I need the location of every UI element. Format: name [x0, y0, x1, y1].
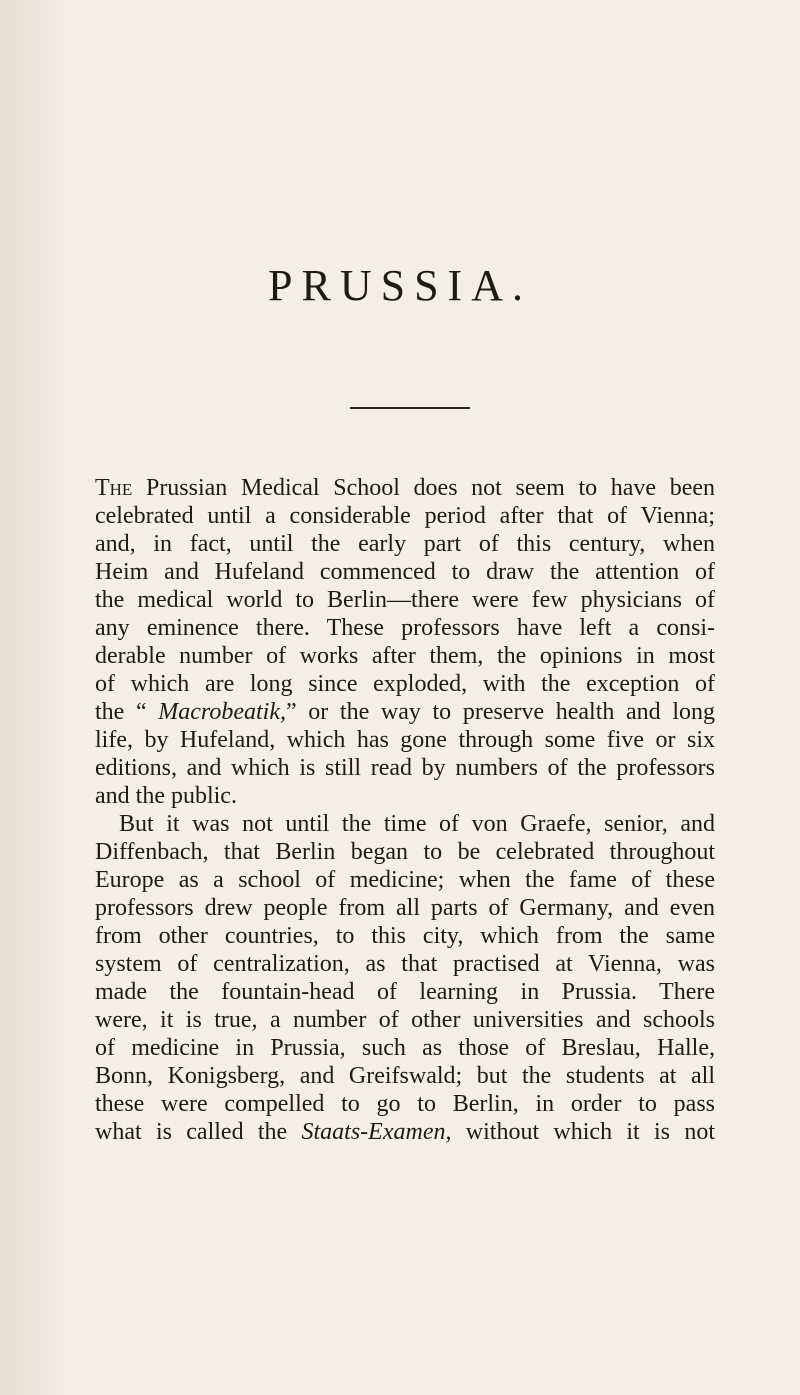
page-title: PRUSSIA. [268, 261, 532, 310]
body-text [95, 474, 715, 1146]
term: Staats-Examen, [301, 1119, 452, 1145]
text-line: any eminence there. These professors have left a consi- [95, 615, 715, 641]
text-span: Prussian Medical School does not seem to have been [132, 475, 715, 501]
text-line: the medical world to Berlin—there were few physicians of [95, 587, 715, 613]
text-line: But it was not until the time of von Graefe, senior, and [119, 811, 715, 837]
text-line: system of centralization, as that practised at Vienna, was [95, 951, 715, 977]
text-span: without which it is not [451, 1119, 715, 1145]
text-line: professors drew people from all parts of Germany, and even [95, 895, 715, 921]
paragraph-1 [95, 474, 715, 810]
page-edge-shadow [0, 0, 70, 1395]
title-rule [350, 407, 470, 409]
opening-word: The [95, 475, 133, 501]
book-title: Macrobeatik, [158, 699, 286, 725]
text-line: life, by Hufeland, which has gone through some five or six [95, 727, 715, 753]
text-span: what is called the [95, 1119, 302, 1145]
text-line: derable number of works after them, the opinions in most [95, 643, 715, 669]
text-line: Heim and Hufeland commenced to draw the attention of [95, 559, 715, 585]
text-line: Bonn, Konigsberg, and Greifswald; but the students at all [95, 1063, 715, 1089]
text-line: celebrated until a considerable period after that of Vienna; [95, 503, 715, 529]
text-line: and, in fact, until the early part of this century, when [95, 531, 715, 557]
text-line: were, it is true, a number of other universities and schools [95, 1007, 715, 1033]
text-line: editions, and which is still read by numbers of the professors [95, 755, 715, 781]
text-line: and the public. [95, 783, 237, 809]
text-line [95, 474, 715, 502]
text-line: these were compelled to go to Berlin, in order to pass [95, 1091, 715, 1117]
text-span: the “ [95, 699, 159, 725]
text-line: Europe as a school of medicine; when the fame of these [95, 867, 715, 893]
paragraph-2 [95, 810, 715, 1146]
text-line: Diffenbach, that Berlin began to be celebrated throughout [95, 839, 715, 865]
text-span: ” or the way to preserve health and long [286, 699, 715, 725]
text-line: of medicine in Prussia, such as those of Breslau, Halle, [95, 1035, 715, 1061]
text-line: of which are long since exploded, with the exception of [95, 671, 715, 697]
text-line [95, 698, 715, 726]
text-line [95, 1118, 715, 1146]
text-line: made the fountain-head of learning in Prussia. There [95, 979, 715, 1005]
text-line: from other countries, to this city, which from the same [95, 923, 715, 949]
